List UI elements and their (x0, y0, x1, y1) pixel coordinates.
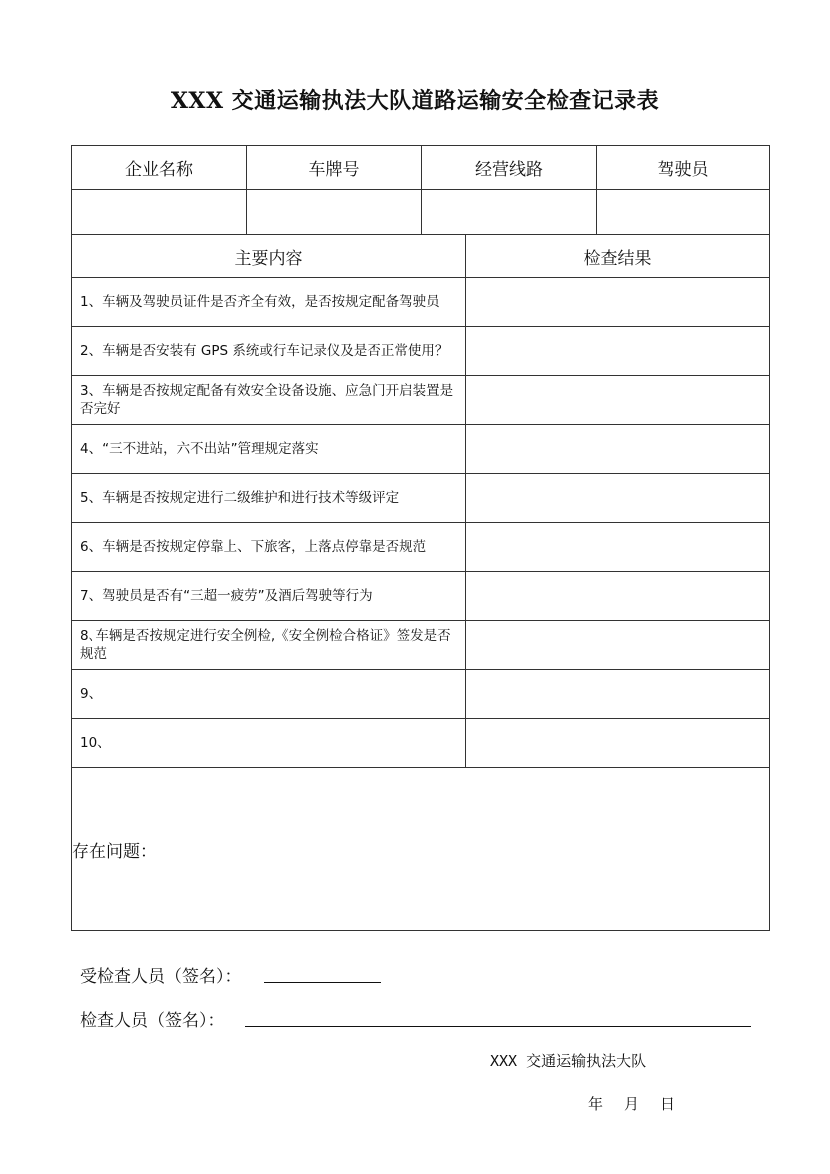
header-route: 经营线路 (475, 160, 543, 180)
check-item-text: 6、车辆是否按规定停靠上、下旅客，上落点停靠是否规范 (72, 523, 466, 572)
section-header-row (72, 235, 770, 278)
check-item-text: 5、车辆是否按规定进行二级维护和进行技术等级评定 (72, 474, 466, 523)
inspected-signature-line[interactable] (264, 960, 381, 983)
check-result-cell[interactable] (466, 474, 770, 523)
check-item-row (72, 621, 770, 670)
check-result-cell[interactable] (466, 670, 770, 719)
check-item-text: 4、“三不进站，六不出站”管理规定落实 (72, 425, 466, 474)
main-content-header: 主要内容 (72, 235, 466, 278)
plate-number-cell[interactable] (247, 190, 422, 234)
company-name-cell[interactable] (72, 190, 247, 235)
header-plate: 车牌号 (247, 146, 422, 189)
inspector-signature-label: 检查人员（签名）： (80, 1011, 225, 1031)
check-result-cell[interactable] (466, 278, 770, 327)
inspected-signature-label: 受检查人员（签名）： (80, 967, 242, 987)
check-result-cell[interactable] (466, 327, 770, 376)
problems-cell[interactable] (72, 768, 770, 931)
check-item-text: 9、 (72, 670, 466, 719)
info-input-row (72, 190, 770, 235)
inspector-signature-line[interactable] (245, 1004, 751, 1027)
check-item-row (72, 327, 770, 376)
check-item-row (72, 670, 770, 719)
problems-row (72, 768, 770, 931)
table-header-row (72, 146, 770, 190)
plate-route-cells (247, 190, 597, 235)
check-item-row (72, 278, 770, 327)
problems-label: 存在问题： (72, 841, 157, 862)
check-item-row (72, 425, 770, 474)
check-result-cell[interactable] (466, 719, 770, 768)
route-cell[interactable] (422, 190, 597, 234)
check-item-text: 8､车辆是否按规定进行安全例检,《安全例检合格证》签发是否规范 (72, 621, 466, 670)
header-plate-number (247, 146, 597, 190)
check-item-row (72, 572, 770, 621)
check-item-row (72, 474, 770, 523)
check-item-row (72, 523, 770, 572)
check-result-cell[interactable] (466, 425, 770, 474)
check-result-cell[interactable] (466, 572, 770, 621)
check-item-text: 2、车辆是否安装有 GPS 系统或行车记录仪及是否正常使用？ (72, 327, 466, 376)
check-item-row (72, 719, 770, 768)
check-item-row (72, 376, 770, 425)
check-result-cell[interactable] (466, 376, 770, 425)
check-result-cell[interactable] (466, 523, 770, 572)
check-item-text: 1、车辆及驾驶员证件是否齐全有效，是否按规定配备驾驶员 (72, 278, 466, 327)
header-driver: 驾驶员 (597, 146, 770, 190)
check-item-text: 10、 (72, 719, 466, 768)
header-company-name: 企业名称 (72, 146, 247, 190)
footer-organization: XXX 交通运输执法大队 (490, 1052, 647, 1070)
footer-date: 年 月 日 (588, 1095, 676, 1113)
check-item-text: 7、驾驶员是否有“三超一疲劳”及酒后驾驶等行为 (72, 572, 466, 621)
check-result-cell[interactable] (466, 621, 770, 670)
inspection-table (71, 145, 770, 931)
page-title: XXX 交通运输执法大队道路运输安全检查记录表 (170, 88, 660, 114)
check-item-text: 3、车辆是否按规定配备有效安全设备设施、应急门开启装置是否完好 (72, 376, 466, 425)
check-result-header: 检查结果 (466, 235, 770, 278)
driver-cell[interactable] (597, 190, 770, 235)
